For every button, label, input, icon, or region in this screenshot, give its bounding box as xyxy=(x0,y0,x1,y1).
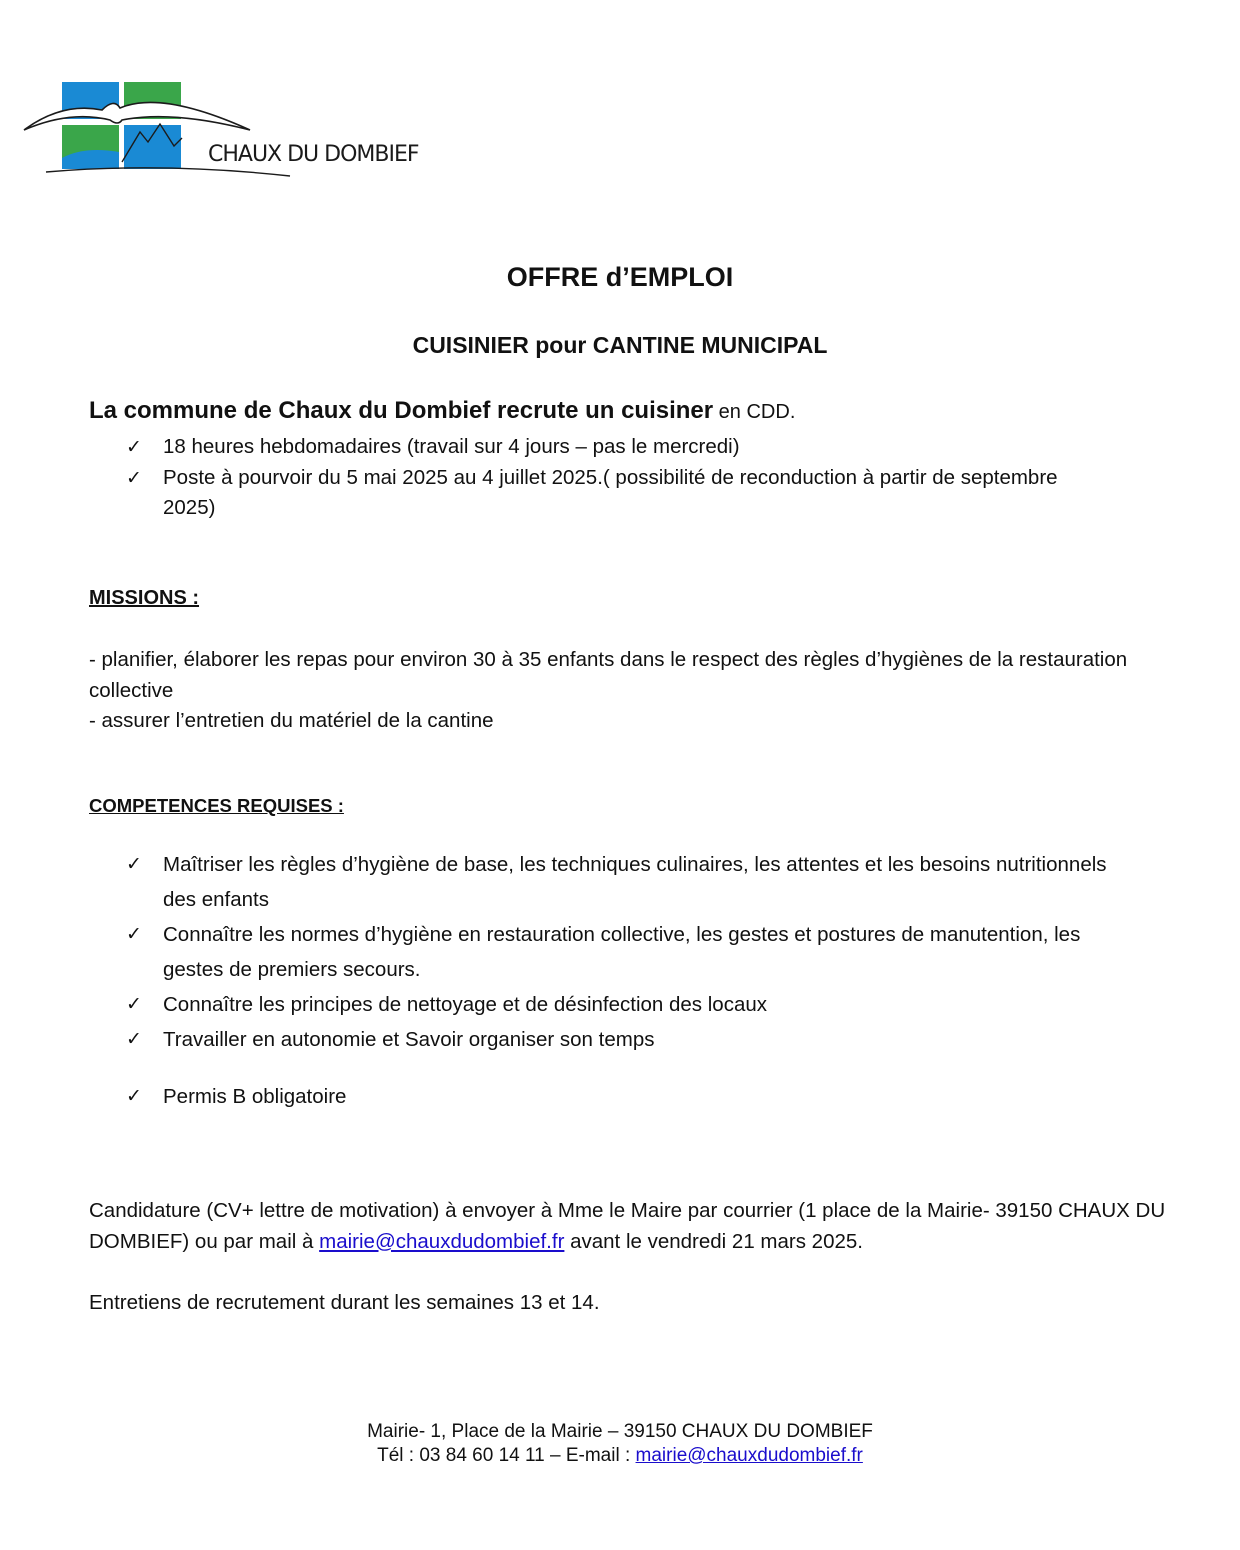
competence-text: Connaître les principes de nettoyage et de désinfection des locaux xyxy=(163,993,767,1016)
condition-text: 18 heures hebdomadaires (travail sur 4 jours – pas le mercredi) xyxy=(163,435,740,458)
missions-text xyxy=(89,645,1149,737)
entretiens-text: Entretiens de recrutement durant les semaines 13 et 14. xyxy=(89,1291,600,1314)
list-item xyxy=(126,917,1116,987)
check-icon: ✓ xyxy=(126,466,142,489)
candidature-email-link[interactable]: mairie@chauxdudombief.fr xyxy=(319,1229,565,1253)
page-title: OFFRE d’EMPLOI xyxy=(506,262,734,292)
check-icon: ✓ xyxy=(126,436,142,458)
competence-text: Maîtriser les règles d’hygiène de base, les techniques culinaires, les attentes et les besoins nutritionnels des enfants xyxy=(163,853,1107,911)
intro-bold: La commune de Chaux du Dombief recrute un cuisiner xyxy=(89,397,714,424)
candidature-before: Candidature (CV+ lettre de motivation) à envoyer à Mme le Maire par courrier (1 place de la Mairie- 39150 CHAUX DU DOMBIEF) ou par mail à xyxy=(89,1199,1166,1253)
mission-line: - assurer l’entretien du matériel de la cantine xyxy=(89,709,494,732)
mission-line: - planifier, élaborer les repas pour environ 30 à 35 enfants dans le respect des règles d’hygiènes de la restauration collective xyxy=(89,648,1128,702)
conditions-list xyxy=(126,432,1086,524)
competence-text: Travailler en autonomie et Savoir organiser son temps xyxy=(163,1028,655,1051)
check-icon: ✓ xyxy=(126,923,142,945)
job-title: CUISINIER pour CANTINE MUNICIPAL xyxy=(412,332,828,358)
logo-swoosh xyxy=(46,168,290,176)
list-item xyxy=(126,432,1086,463)
list-item xyxy=(126,847,1116,917)
logo-blue-bottom-right xyxy=(124,125,181,169)
list-item xyxy=(126,1022,1116,1057)
condition-text: Poste à pourvoir du 5 mai 2025 au 4 juillet 2025.( possibilité de reconduction à partir de septembre 2025) xyxy=(163,465,1058,519)
competence-text: Permis B obligatoire xyxy=(163,1085,347,1108)
footer-email-link[interactable]: mairie@chauxdudombief.fr xyxy=(635,1445,863,1466)
intro-rest: en CDD. xyxy=(713,401,796,423)
check-icon: ✓ xyxy=(126,1028,142,1050)
check-icon: ✓ xyxy=(126,1085,142,1107)
intro-line xyxy=(89,397,795,425)
footer-contact xyxy=(0,1444,1240,1468)
footer-address: Mairie- 1, Place de la Mairie – 39150 CHAUX DU DOMBIEF xyxy=(367,1421,873,1442)
commune-logo xyxy=(22,80,462,180)
competences-heading: COMPETENCES REQUISES : xyxy=(89,795,344,816)
candidature-after: avant le vendredi 21 mars 2025. xyxy=(564,1229,863,1253)
candidature-text xyxy=(89,1196,1169,1257)
footer xyxy=(0,1420,1240,1468)
list-item xyxy=(126,987,1116,1022)
competence-text: Connaître les normes d’hygiène en restauration collective, les gestes et postures de manutention, les gestes de premiers secours. xyxy=(163,923,1081,981)
competences-list xyxy=(126,847,1116,1114)
footer-contact-prefix: Tél : 03 84 60 14 11 – E-mail : xyxy=(377,1445,636,1466)
check-icon: ✓ xyxy=(126,993,142,1015)
list-item xyxy=(126,1079,1116,1114)
list-item xyxy=(126,463,1086,524)
logo-text: CHAUX DU DOMBIEF xyxy=(208,142,419,167)
check-icon: ✓ xyxy=(126,853,142,875)
missions-heading: MISSIONS : xyxy=(89,587,200,609)
